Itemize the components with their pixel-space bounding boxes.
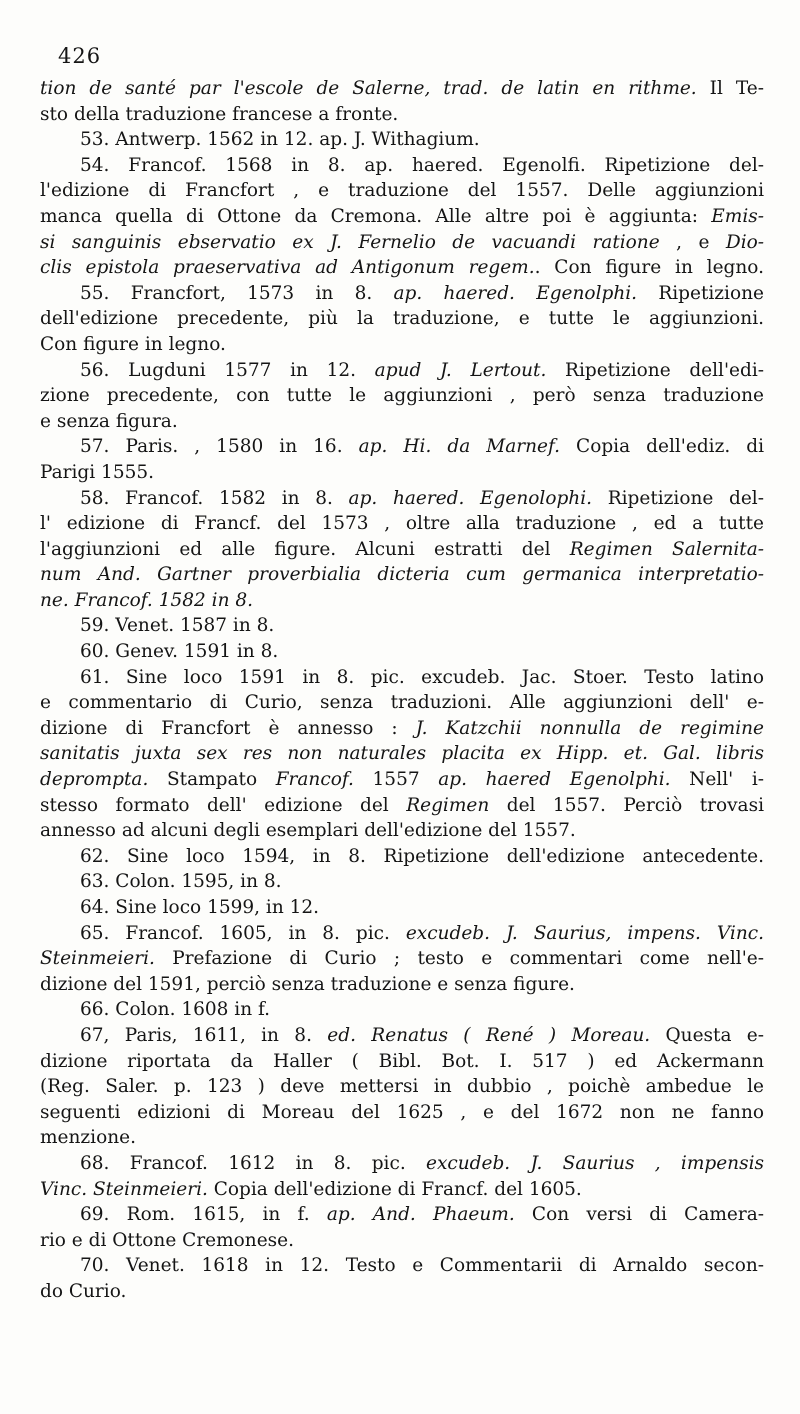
- text-line: [40, 537, 764, 563]
- text-span: dizione riportata da Haller ( Bibl. Bot. I. 517 ) ed Ackermann: [40, 1050, 764, 1072]
- text-span: menzione.: [40, 1127, 136, 1149]
- text-line: [40, 1049, 764, 1075]
- italic-text: clis epistola praeservativa ad Antigonum regem.: [40, 257, 535, 279]
- italic-text: si sanguinis ebservatio ex J. Fernelio de vacuandi ratione: [40, 231, 660, 253]
- text-span: do Curio.: [40, 1280, 127, 1302]
- text-line: [40, 76, 764, 102]
- italic-text: excudeb. J. Saurius , impensis: [426, 1152, 764, 1174]
- italic-text: Vinc. Steinmeieri.: [40, 1178, 208, 1200]
- text-span: zione precedente, con tutte le aggiunzioni , però senza traduzione: [40, 385, 764, 407]
- text-span: e commentario di Curio, senza traduzioni. Alle aggiunzioni dell' e-: [40, 692, 764, 714]
- text-span: 59. Venet. 1587 in 8.: [80, 615, 275, 637]
- text-span: 67, Paris, 1611, in 8.: [80, 1024, 328, 1046]
- text-line: [40, 434, 764, 460]
- text-span: 65. Francof. 1605, in 8. pic.: [80, 922, 406, 944]
- text-line: [40, 895, 764, 921]
- text-line: [40, 230, 764, 256]
- text-line: [40, 1125, 764, 1151]
- text-span: 62. Sine loco 1594, in 8. Ripetizione dell'edizione antecedente.: [80, 845, 764, 867]
- text-span: 68. Francof. 1612 in 8. pic.: [80, 1152, 427, 1174]
- text-line: [40, 255, 764, 281]
- text-line: [40, 1074, 764, 1100]
- text-span: Prefazione di Curio ; testo e commentari come nell'e-: [154, 948, 764, 970]
- text-line: [40, 511, 764, 537]
- italic-text: num And. Gartner proverbialia dicteria cum germanica interpretatio-: [40, 564, 764, 586]
- italic-text: sanitatis juxta sex res non naturales placita ex Hipp. et. Gal. libris: [40, 743, 764, 765]
- text-span: 63. Colon. 1595, in 8.: [80, 871, 282, 893]
- text-span: Stampato: [148, 769, 276, 791]
- italic-text: Regimen: [406, 794, 490, 816]
- italic-text: tion de santé par l'escole de Salerne, trad. de latin en rithme.: [40, 78, 697, 99]
- text-line: [40, 946, 764, 972]
- italic-text: Regimen Salernita-: [569, 538, 764, 560]
- text-span: l' edizione di Francf. del 1573 , oltre alla traduzione , ed a tutte: [40, 513, 764, 535]
- italic-text: ap. Hi. da Marnef.: [358, 436, 561, 458]
- text-span: 55. Francfort, 1573 in 8.: [80, 282, 394, 304]
- text-line: [40, 460, 764, 486]
- text-line: [40, 153, 764, 179]
- text-line: [40, 562, 764, 588]
- text-line: [40, 869, 764, 895]
- text-span: 64. Sine loco 1599, in 12.: [80, 897, 320, 918]
- italic-text: ap. haered. Egenolophi.: [348, 487, 593, 509]
- page-text: [40, 76, 764, 1305]
- text-line: [40, 1023, 764, 1049]
- italic-text: Emis-: [711, 205, 764, 227]
- page-number: 426: [58, 44, 102, 68]
- text-line: [40, 1151, 764, 1177]
- text-span: 60. Genev. 1591 in 8.: [80, 641, 279, 663]
- text-line: [40, 409, 764, 435]
- text-span: del 1557. Perciò trovasi: [489, 794, 764, 816]
- text-span: 1557: [353, 769, 439, 791]
- text-line: [40, 716, 764, 742]
- text-line: [40, 793, 764, 819]
- text-span: , e: [659, 231, 726, 253]
- text-line: [40, 972, 764, 998]
- text-span: 58. Francof. 1582 in 8.: [80, 487, 349, 509]
- text-line: [40, 178, 764, 204]
- text-span: dell'edizione precedente, più la traduzione, e tutte le aggiunzioni.: [40, 308, 764, 330]
- text-span: (Reg. Saler. p. 123 ) deve mettersi in dubbio , poichè ambedue le: [40, 1076, 764, 1098]
- text-line: [40, 306, 764, 332]
- text-span: Nell' i-: [670, 769, 764, 791]
- text-line: [40, 1202, 764, 1228]
- text-span: annesso ad alcuni degli esemplari dell'edizione del 1557.: [40, 820, 576, 842]
- text-line: [40, 588, 764, 614]
- text-span: rio e di Ottone Cremonese.: [40, 1229, 294, 1251]
- text-span: stesso formato dell' edizione del: [40, 794, 407, 816]
- text-line: [40, 767, 764, 793]
- text-line: [40, 921, 764, 947]
- text-span: 69. Rom. 1615, in f.: [80, 1204, 327, 1226]
- text-line: [40, 204, 764, 230]
- text-span: Copia dell'ediz. di: [560, 436, 764, 458]
- text-span: Copia dell'edizione di Francf. del 1605.: [207, 1178, 582, 1200]
- italic-text: ap. haered. Egenolphi.: [393, 282, 638, 304]
- text-span: Ripetizione del-: [592, 487, 764, 509]
- text-line: [40, 665, 764, 691]
- text-line: [40, 1100, 764, 1126]
- text-span: Questa e-: [650, 1024, 764, 1046]
- text-line: [40, 1177, 764, 1203]
- italic-text: ap. And. Phaeum.: [326, 1204, 515, 1226]
- text-line: [40, 818, 764, 844]
- text-span: 70. Venet. 1618 in 12. Testo e Commentarii di Arnaldo secon-: [80, 1255, 764, 1277]
- italic-text: ap. haered Egenolphi.: [438, 769, 671, 791]
- text-line: [40, 1279, 764, 1305]
- text-span: seguenti edizioni di Moreau del 1625 , e del 1672 non ne fanno: [40, 1101, 764, 1123]
- text-span: Il Te-: [696, 78, 764, 99]
- italic-text: ed. Renatus ( René ) Moreau.: [327, 1024, 651, 1046]
- italic-text: Francof.: [275, 769, 354, 791]
- italic-text: excudeb. J. Saurius, impens. Vinc.: [405, 922, 764, 944]
- text-span: 61. Sine loco 1591 in 8. pic. excudeb. Jac. Stoer. Testo latino: [80, 666, 764, 688]
- italic-text: apud J. Lertout.: [374, 359, 547, 381]
- text-line: [40, 281, 764, 307]
- text-span: Ripetizione: [637, 282, 764, 304]
- text-span: Ripetizione dell'edi-: [546, 359, 764, 381]
- text-span: e senza figura.: [40, 410, 178, 432]
- italic-text: deprompta.: [40, 769, 149, 791]
- italic-text: Dio-: [725, 231, 764, 253]
- text-line: [40, 1253, 764, 1279]
- italic-text: J. Katzchii nonnulla de regimine: [415, 717, 764, 739]
- text-span: Con figure in legno.: [40, 333, 226, 355]
- text-line: [40, 639, 764, 665]
- text-line: [40, 383, 764, 409]
- text-line: [40, 741, 764, 767]
- text-span: 53. Antwerp. 1562 in 12. ap. J. Withagium.: [80, 129, 480, 151]
- text-line: [40, 690, 764, 716]
- text-span: Parigi 1555.: [40, 461, 155, 483]
- text-span: l'edizione di Francfort , e traduzione del 1557. Delle aggiunzioni: [40, 180, 764, 202]
- text-line: [40, 102, 764, 128]
- text-span: manca quella di Ottone da Cremona. Alle altre poi è aggiunta:: [40, 205, 712, 227]
- text-line: [40, 1228, 764, 1254]
- text-span: sto della traduzione francese a fronte.: [40, 103, 399, 125]
- text-line: [40, 997, 764, 1023]
- text-line: [40, 358, 764, 384]
- text-line: [40, 613, 764, 639]
- text-span: 54. Francof. 1568 in 8. ap. haered. Egenolfi. Ripetizione del-: [80, 154, 764, 176]
- text-line: [40, 127, 764, 153]
- text-span: dizione del 1591, perciò senza traduzione e senza figure.: [40, 973, 575, 995]
- text-span: 56. Lugduni 1577 in 12.: [80, 359, 375, 381]
- text-line: [40, 332, 764, 358]
- text-line: [40, 844, 764, 870]
- text-span: 57. Paris. , 1580 in 16.: [80, 436, 359, 458]
- text-span: l'aggiunzioni ed alle figure. Alcuni estratti del: [40, 538, 570, 560]
- text-span: dizione di Francfort è annesso :: [40, 717, 416, 739]
- italic-text: Steinmeieri.: [40, 948, 155, 970]
- text-span: Con versi di Camera-: [514, 1204, 764, 1226]
- italic-text: ne. Francof. 1582 in 8.: [40, 589, 254, 611]
- text-line: [40, 486, 764, 512]
- text-span: 66. Colon. 1608 in f.: [80, 999, 271, 1021]
- text-span: . Con figure in legno.: [534, 257, 764, 279]
